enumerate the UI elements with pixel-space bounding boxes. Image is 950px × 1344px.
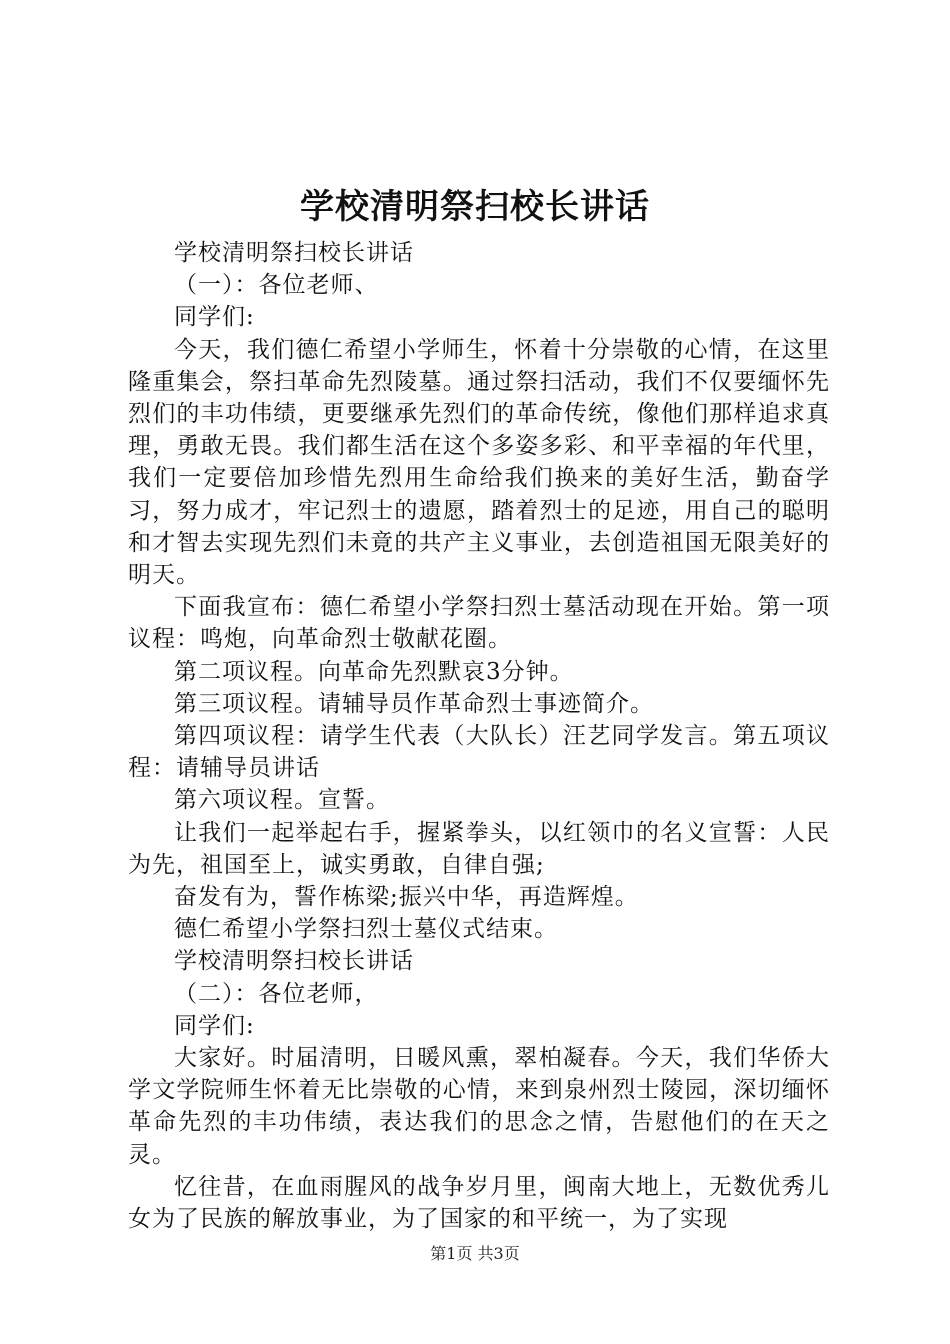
paragraph: 第二项议程。向革命先烈默哀3分钟。 — [174, 658, 574, 685]
paragraph: 今天，我们德仁希望小学师生，怀着十分崇敬的心情，在这里隆重集会，祭扫革命先烈陵墓。通过祭扫活动，我们不仅要缅怀先烈们的丰功伟绩，更要继承先烈们的革命传统，像他们那样追求真理，勇敢无畏。我们都生活在这个多姿多彩、和平幸福的年代里，我们一定要倍加珍惜先烈用生命给我们换来的美好生活，勤奋学习，努力成才，牢记烈士的遗愿，踏着烈士的足迹，用自己的聪明和才智去实现先烈们未竟的共产主义事业，去创造祖国无限美好的明天。 — [128, 336, 830, 589]
paragraph: 同学们: — [174, 304, 255, 331]
paragraph: 奋发有为，誓作栋梁;振兴中华，再造辉煌。 — [174, 884, 639, 911]
paragraph: 第四项议程：请学生代表（大队长）汪艺同学发言。第五项议程：请辅导员讲话 — [128, 723, 830, 782]
paragraph: 大家好。时届清明，日暖风熏，翠柏凝春。今天，我们华侨大学文学院师生怀着无比崇敬的心情，来到泉州烈士陵园，深切缅怀革命先烈的丰功伟绩，表达我们的思念之情，告慰他们的在天之灵。 — [128, 1045, 830, 1168]
paragraph: 忆往昔，在血雨腥风的战争岁月里，闽南大地上，无数优秀儿女为了民族的解放事业，为了国家的和平统一，为了实现 — [128, 1173, 830, 1233]
document-body — [128, 237, 830, 1235]
paragraph: 第六项议程。宣誓。 — [174, 787, 390, 814]
paragraph: 德仁希望小学祭扫烈士墓仪式结束。 — [174, 916, 558, 943]
page-number-footer: 第1页 共3页 — [430, 1244, 520, 1263]
paragraph: 下面我宣布：德仁希望小学祭扫烈士墓活动现在开始。第一项议程：鸣炮，向革命烈士敬献花圈。 — [128, 594, 830, 653]
paragraph: （一）：各位老师、 — [174, 272, 379, 299]
paragraph: （二）：各位老师， — [174, 980, 379, 1007]
paragraph: 让我们一起举起右手，握紧拳头，以红领巾的名义宣誓：人民为先，祖国至上，诚实勇敢，自律自强; — [128, 819, 830, 878]
paragraph: 同学们: — [174, 1012, 255, 1039]
paragraph: 学校清明祭扫校长讲话 — [174, 948, 414, 975]
paragraph: 学校清明祭扫校长讲话 — [174, 240, 414, 266]
paragraph: 第三项议程。请辅导员作革命烈士事迹简介。 — [174, 690, 654, 717]
document-title: 学校清明祭扫校长讲话 — [300, 187, 650, 227]
